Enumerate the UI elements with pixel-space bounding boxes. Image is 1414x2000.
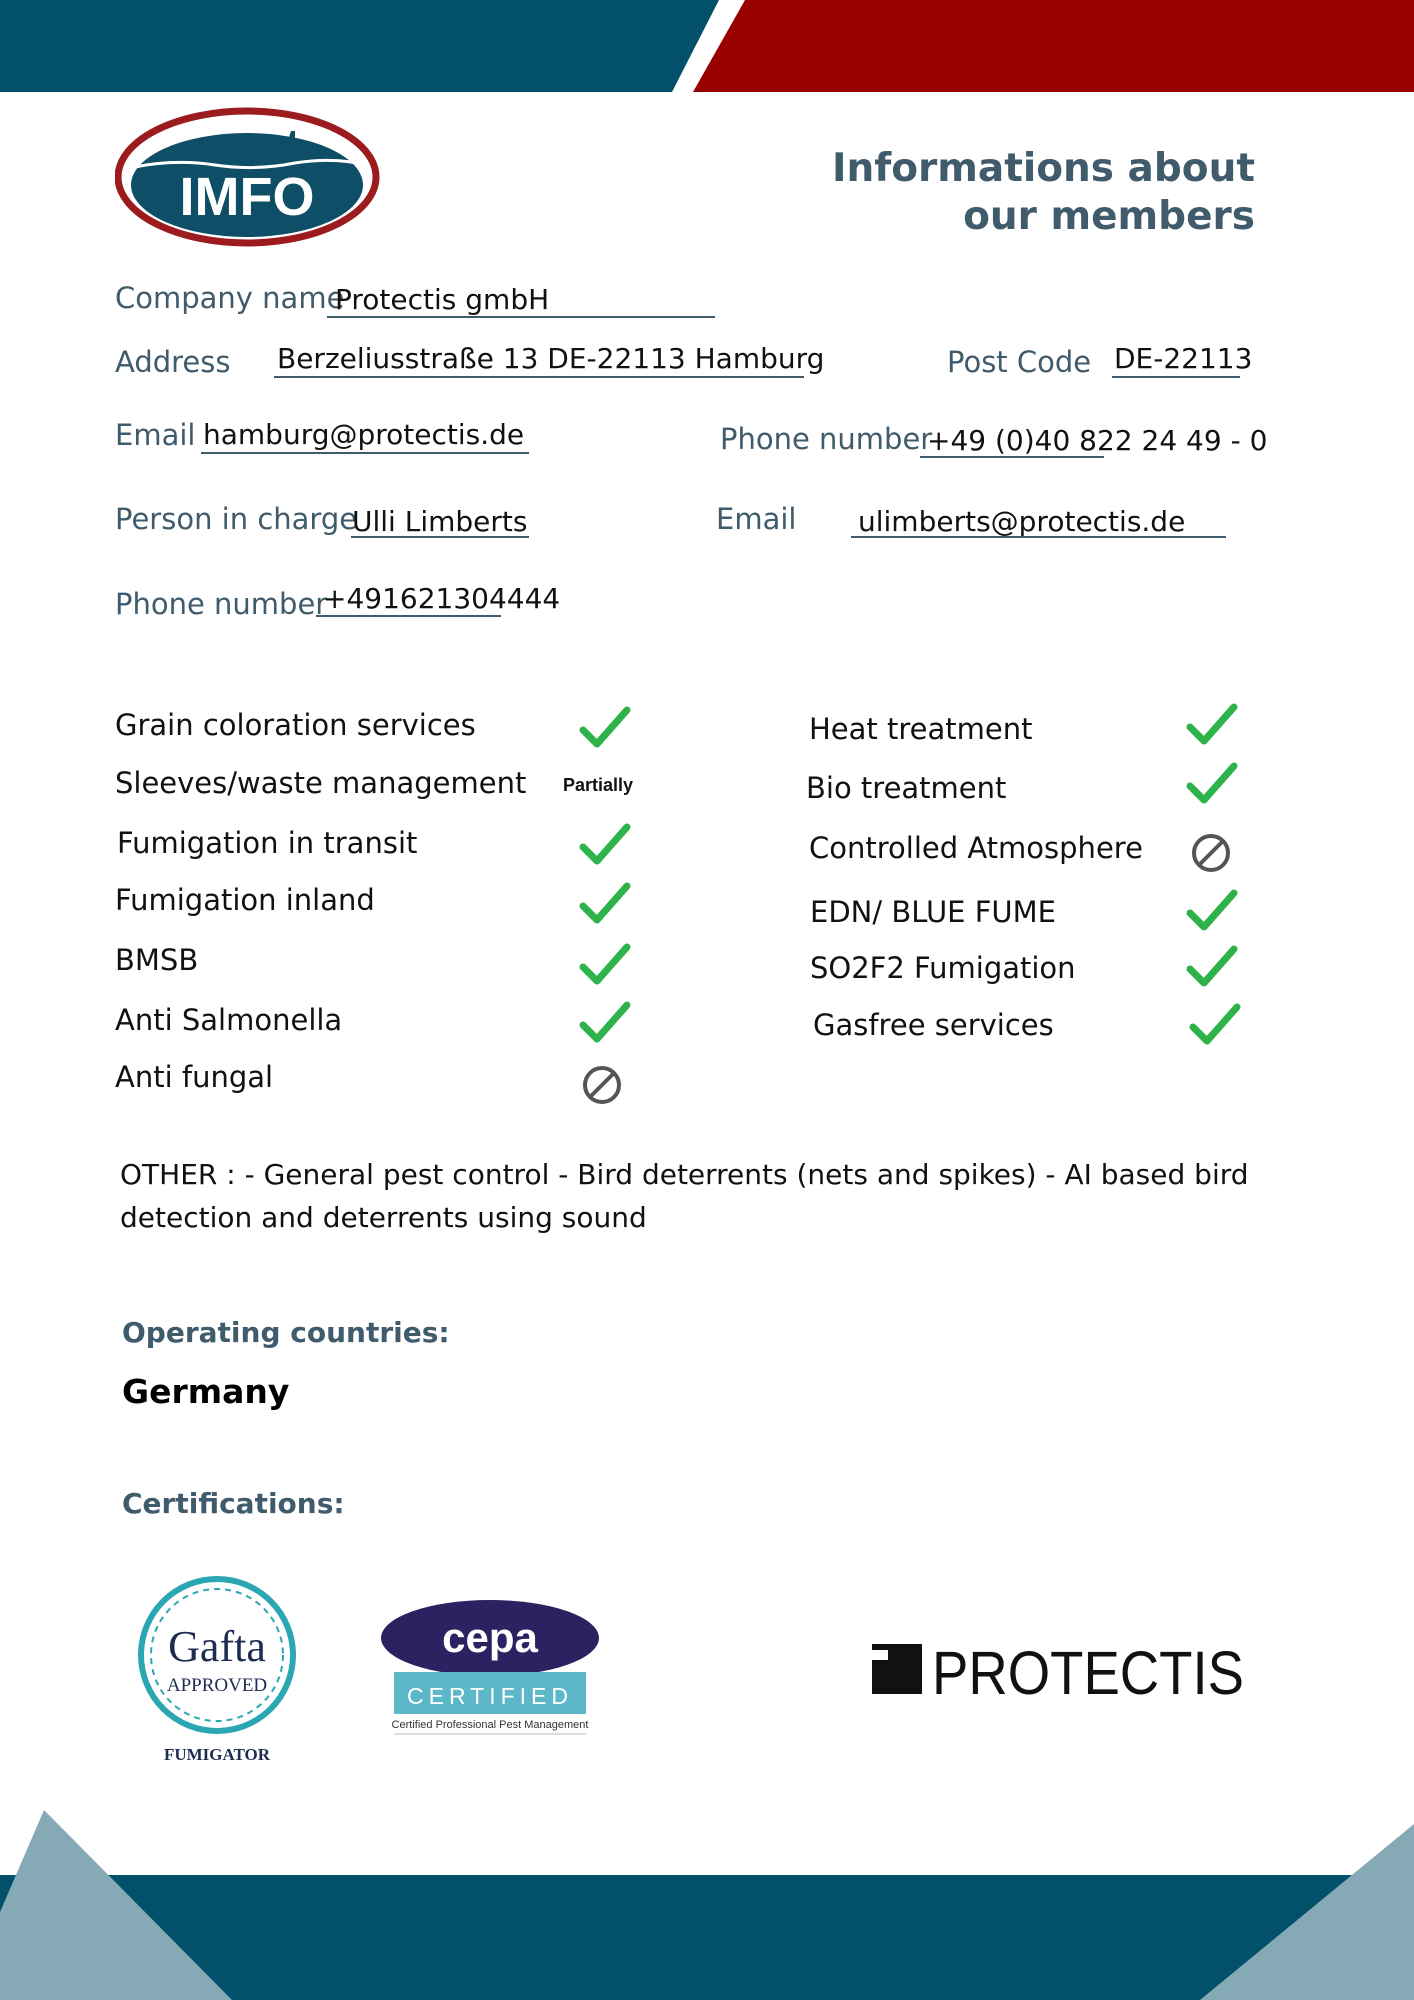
- address-value: Berzeliusstraße 13 DE-22113 Hamburg: [277, 342, 825, 375]
- post-code-value: DE-22113: [1114, 342, 1253, 375]
- other-services-text: OTHER : - General pest control - Bird deterrents (nets and spikes) - AI based bird detection and deterrents using sound: [120, 1158, 1249, 1234]
- phone-underline: [920, 456, 1104, 458]
- person-underline: [351, 536, 529, 538]
- protectis-logo: [870, 1636, 1250, 1700]
- service-right-name: EDN/ BLUE FUME: [810, 895, 1056, 929]
- check-icon: [579, 943, 631, 989]
- phone-value: +49 (0)40 822 24 49 - 0: [927, 424, 1268, 457]
- email-label: Email: [115, 418, 196, 452]
- service-right-name: SO2F2 Fumigation: [810, 951, 1076, 985]
- service-left-name: Sleeves/waste management: [115, 766, 527, 800]
- person-email-underline: [851, 536, 1226, 538]
- page-title: Informations about our members: [831, 146, 1255, 239]
- check-icon: [1189, 1003, 1241, 1049]
- service-right-name: Gasfree services: [813, 1008, 1054, 1042]
- check-icon: [579, 1001, 631, 1047]
- operating-countries-label: Operating countries:: [122, 1316, 450, 1349]
- cepa-logo: [380, 1600, 600, 1745]
- partially-status: Partially: [563, 775, 634, 795]
- company-name-value: Protectis gmbH: [335, 283, 550, 316]
- person-label: Person in charge: [115, 502, 358, 536]
- operating-countries-value: Germany: [122, 1372, 290, 1411]
- prohibited-icon: [581, 1064, 623, 1106]
- gafta-fumigator-text: FUMIGATOR: [163, 1745, 271, 1764]
- check-icon: [1186, 762, 1238, 808]
- person-phone-label: Phone number: [115, 587, 328, 621]
- check-icon: [1186, 945, 1238, 991]
- person-email-label: Email: [716, 502, 797, 536]
- person-email-value: ulimberts@protectis.de: [858, 505, 1186, 538]
- prohibited-icon: [1190, 832, 1232, 874]
- person-phone-value: +491621304444: [323, 582, 561, 615]
- service-left-name: Fumigation inland: [115, 883, 375, 917]
- post-code-underline: [1112, 376, 1240, 378]
- service-right-name: Controlled Atmosphere: [809, 831, 1143, 865]
- bottom-banner: [0, 1800, 1414, 2000]
- check-icon: [579, 823, 631, 869]
- imfo-logo: [115, 105, 380, 247]
- service-left-name: Grain coloration services: [115, 708, 476, 742]
- email-underline: [201, 452, 529, 454]
- post-code-label: Post Code: [947, 345, 1092, 379]
- cepa-logo-text: cepa: [442, 1614, 538, 1661]
- email-value: hamburg@protectis.de: [203, 418, 525, 451]
- protectis-logo-text: PROTECTIS: [932, 1639, 1244, 1700]
- address-label: Address: [115, 345, 231, 379]
- gafta-logo: [132, 1573, 302, 1769]
- check-icon: [1186, 889, 1238, 935]
- address-underline: [274, 376, 804, 378]
- service-left-name: BMSB: [115, 943, 199, 977]
- check-icon: [579, 706, 631, 752]
- gafta-logo-text: Gafta: [168, 1622, 266, 1671]
- service-left-name: Anti fungal: [115, 1060, 274, 1094]
- service-right-name: Bio treatment: [806, 771, 1007, 805]
- person-phone-underline: [316, 615, 501, 617]
- top-banner: [0, 0, 1414, 92]
- phone-label: Phone number: [720, 422, 933, 456]
- check-icon: [579, 882, 631, 928]
- imfo-logo-text: IMFO: [179, 167, 315, 227]
- company-name-label: Company name: [115, 281, 345, 315]
- certifications-label: Certifications:: [122, 1487, 345, 1520]
- service-right-name: Heat treatment: [809, 712, 1033, 746]
- cepa-subtitle-text: Certified Professional Pest Management: [391, 1719, 589, 1731]
- person-value: Ulli Limberts: [352, 505, 528, 538]
- check-icon: [1186, 703, 1238, 749]
- gafta-approved-text: APPROVED: [166, 1675, 268, 1696]
- cepa-certified-text: CERTIFIED: [407, 1683, 573, 1709]
- service-left-name: Anti Salmonella: [115, 1003, 343, 1037]
- service-left-name: Fumigation in transit: [117, 826, 418, 860]
- company-name-underline: [327, 316, 715, 318]
